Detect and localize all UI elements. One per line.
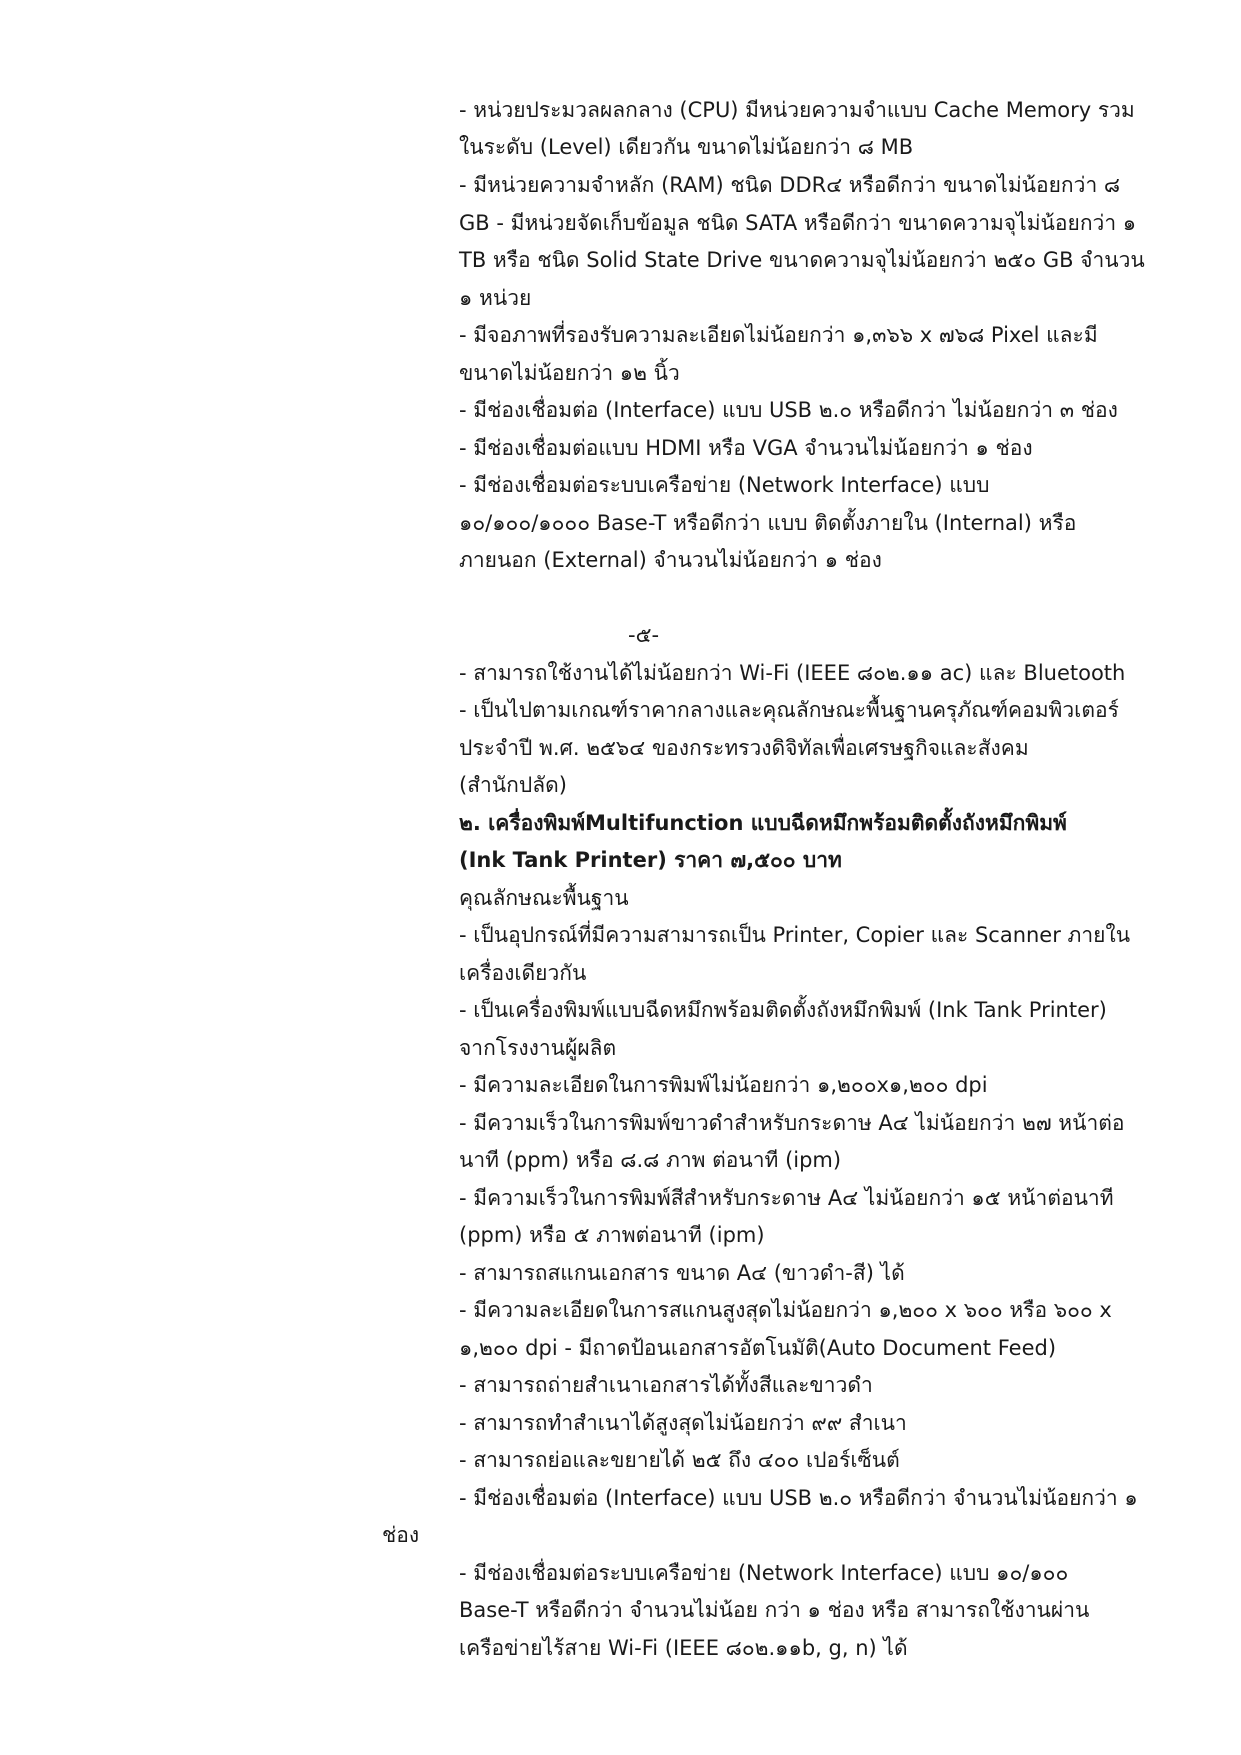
text-line: (สำนักปลัด) xyxy=(459,773,567,797)
text-line: - มีช่องเชื่อมต่อ (Interface) แบบ USB ๒.๐ หรือดีกว่า ไม่น้อยกว่า ๓ ช่อง xyxy=(459,398,1118,422)
text-line: เครือข่ายไร้สาย Wi-Fi (IEEE ๘๐๒.๑๑b, g, n) ได้ xyxy=(459,1636,908,1660)
page-number: -๕- xyxy=(628,623,660,647)
text-line: จากโรงงานผู้ผลิต xyxy=(459,1036,617,1060)
section-heading: ๒. เครื่องพิมพ์Multifunction แบบฉีดหมึกพร้อมติดตั้งถังหมึกพิมพ์ xyxy=(459,811,1067,835)
text-line: - สามารถทำสำเนาได้สูงสุดไม่น้อยกว่า ๙๙ สำเนา xyxy=(459,1411,907,1435)
text-line: ๑๐/๑๐๐/๑๐๐๐ Base-T หรือดีกว่า แบบ ติดตั้งภายใน (Internal) หรือ xyxy=(459,511,1077,535)
text-line: - สามารถสแกนเอกสาร ขนาด A๔ (ขาวดำ-สี) ได้ xyxy=(459,1261,905,1285)
text-line: - มีช่องเชื่อมต่อระบบเครือข่าย (Network Interface) แบบ ๑๐/๑๐๐ xyxy=(459,1561,1069,1585)
text-line: Base-T หรือดีกว่า จำนวนไม่น้อย กว่า ๑ ช่อง หรือ สามารถใช้งานผ่าน xyxy=(459,1598,1090,1622)
text-line: เครื่องเดียวกัน xyxy=(459,961,587,985)
text-line: - สามารถใช้งานได้ไม่น้อยกว่า Wi-Fi (IEEE ๘๐๒.๑๑ ac) และ Bluetooth xyxy=(459,661,1126,685)
text-line: - มีความละเอียดในการสแกนสูงสุดไม่น้อยกว่า ๑,๒๐๐ x ๖๐๐ หรือ ๖๐๐ x xyxy=(459,1298,1112,1322)
text-line: - เป็นไปตามเกณฑ์ราคากลางและคุณลักษณะพื้นฐานครุภัณฑ์คอมพิวเตอร์ xyxy=(459,698,1119,722)
text-line: - มีช่องเชื่อมต่อ (Interface) แบบ USB ๒.๐ หรือดีกว่า จำนวนไม่น้อยกว่า ๑ xyxy=(459,1486,1138,1510)
text-line: TB หรือ ชนิด Solid State Drive ขนาดความจุไม่น้อยกว่า ๒๕๐ GB จำนวน xyxy=(459,248,1145,272)
text-line: - สามารถย่อและขยายได้ ๒๕ ถึง ๔๐๐ เปอร์เซ็นต์ xyxy=(459,1448,900,1472)
text-line: - มีความเร็วในการพิมพ์ขาวดำสำหรับกระดาษ A๔ ไม่น้อยกว่า ๒๗ หน้าต่อ xyxy=(459,1111,1125,1135)
text-line: ขนาดไม่น้อยกว่า ๑๒ นิ้ว xyxy=(459,361,680,385)
text-line: - มีความเร็วในการพิมพ์สีสำหรับกระดาษ A๔ ไม่น้อยกว่า ๑๕ หน้าต่อนาที xyxy=(459,1186,1114,1210)
text-line: - มีจอภาพที่รองรับความละเอียดไม่น้อยกว่า ๑,๓๖๖ x ๗๖๘ Pixel และมี xyxy=(459,323,1098,347)
text-line: - มีความละเอียดในการพิมพ์ไม่น้อยกว่า ๑,๒๐๐x๑,๒๐๐ dpi xyxy=(459,1073,988,1097)
section-heading-price: (Ink Tank Printer) ราคา ๗,๕๐๐ บาท xyxy=(459,848,842,872)
subheading: คุณลักษณะพื้นฐาน xyxy=(459,886,629,910)
text-line: ๑,๒๐๐ dpi - มีถาดป้อนเอกสารอัตโนมัติ(Auto Document Feed) xyxy=(459,1336,1057,1360)
text-line: นาที (ppm) หรือ ๘.๘ ภาพ ต่อนาที (ipm) xyxy=(459,1148,842,1172)
text-line: GB - มีหน่วยจัดเก็บข้อมูล ชนิด SATA หรือดีกว่า ขนาดความจุไม่น้อยกว่า ๑ xyxy=(459,211,1137,235)
text-line: (ppm) หรือ ๕ ภาพต่อนาที (ipm) xyxy=(459,1223,765,1247)
text-line: - มีช่องเชื่อมต่อระบบเครือข่าย (Network Interface) แบบ xyxy=(459,473,990,497)
text-line: - หน่วยประมวลผลกลาง (CPU) มีหน่วยความจำแบบ Cache Memory รวม xyxy=(459,98,1135,122)
text-line: - เป็นเครื่องพิมพ์แบบฉีดหมึกพร้อมติดตั้งถังหมึกพิมพ์ (Ink Tank Printer) xyxy=(459,998,1107,1022)
text-line: ภายนอก (External) จำนวนไม่น้อยกว่า ๑ ช่อง xyxy=(459,548,882,572)
text-line: - สามารถถ่ายสำเนาเอกสารได้ทั้งสีและขาวดำ xyxy=(459,1373,873,1397)
text-line: ประจำปี พ.ศ. ๒๕๖๔ ของกระทรวงดิจิทัลเพื่อเศรษฐกิจและสังคม xyxy=(459,736,1029,760)
text-line: ช่อง xyxy=(382,1523,420,1547)
text-line: ๑ หน่วย xyxy=(459,286,532,310)
text-line: - มีหน่วยความจำหลัก (RAM) ชนิด DDR๔ หรือดีกว่า ขนาดไม่น้อยกว่า ๘ xyxy=(459,173,1121,197)
text-line: - มีช่องเชื่อมต่อแบบ HDMI หรือ VGA จำนวนไม่น้อยกว่า ๑ ช่อง xyxy=(459,436,1033,460)
text-line: ในระดับ (Level) เดียวกัน ขนาดไม่น้อยกว่า ๘ MB xyxy=(459,135,914,159)
text-line: - เป็นอุปกรณ์ที่มีความสามารถเป็น Printer, Copier และ Scanner ภายใน xyxy=(459,923,1131,947)
